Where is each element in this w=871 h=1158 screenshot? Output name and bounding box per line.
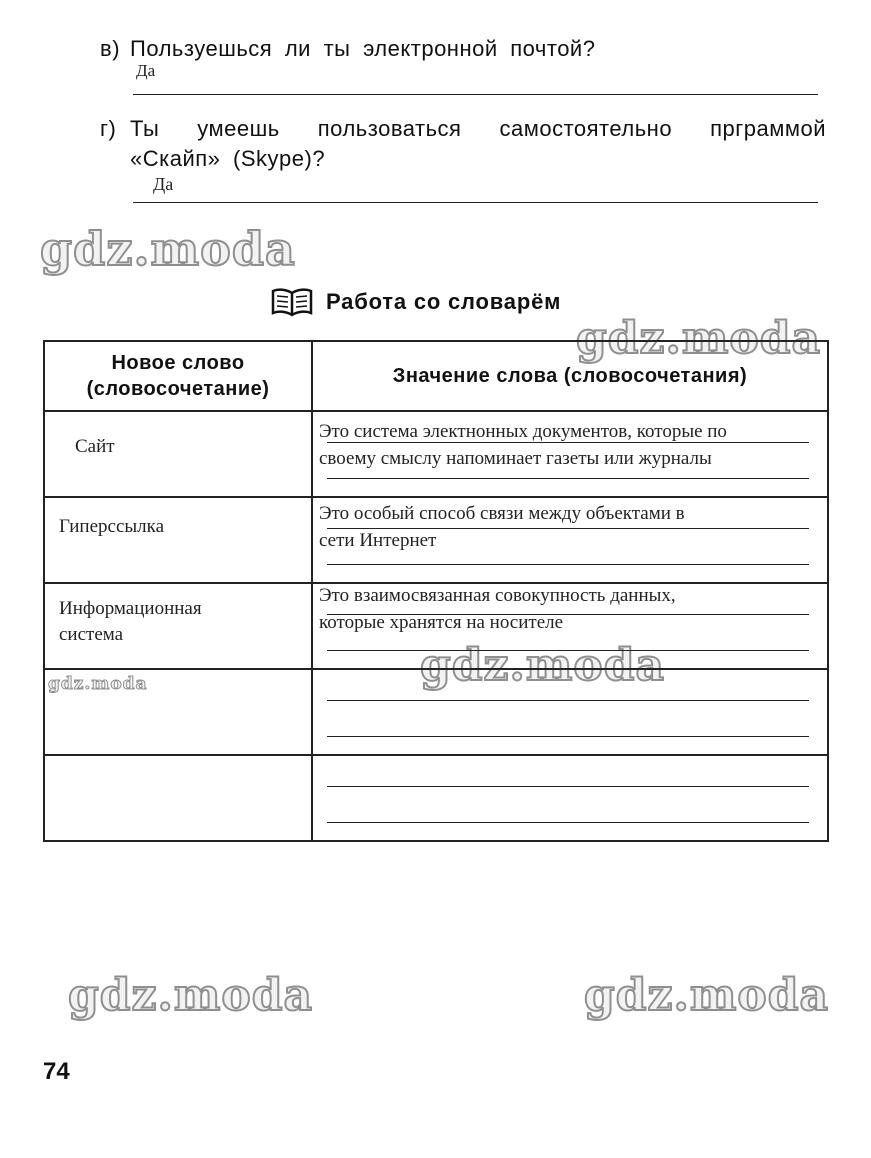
word-cell xyxy=(44,411,312,497)
writing-line xyxy=(327,786,809,787)
meaning-cell xyxy=(312,497,828,583)
answer-v: Да xyxy=(136,61,156,80)
meaning-text xyxy=(319,418,727,472)
table-row xyxy=(44,583,828,669)
question-g xyxy=(100,116,830,180)
watermark: gdz.moda xyxy=(584,970,830,1021)
meaning-cell xyxy=(312,669,828,755)
question-text: Пользуешься ли ты электронной почтой? xyxy=(130,36,596,61)
word-text xyxy=(59,596,202,648)
question-letter: в) xyxy=(100,36,121,61)
section-heading xyxy=(270,285,561,319)
word-line1: Информационная xyxy=(59,598,202,619)
question-v xyxy=(100,36,820,66)
table-row xyxy=(44,755,828,841)
meaning-line1: Это особый способ связи между объектами в xyxy=(319,503,685,524)
question-text-line2: «Скайп» (Skype)? xyxy=(130,146,326,171)
word-text xyxy=(75,434,115,460)
word-cell xyxy=(44,497,312,583)
table-row xyxy=(44,497,828,583)
word-text xyxy=(59,514,164,540)
header-new-word xyxy=(44,341,312,411)
book-icon xyxy=(270,287,314,317)
page-number: 74 xyxy=(43,1058,70,1085)
meaning-cell xyxy=(312,755,828,841)
watermark: gdz.moda xyxy=(40,222,296,276)
answer-g: Да xyxy=(153,174,174,194)
writing-line xyxy=(327,736,809,737)
word-line1: Гиперссылка xyxy=(59,516,165,537)
header-new-word-line1: Новое слово xyxy=(111,352,245,374)
meaning-line1: Это взаимосвязанная совокупность данных, xyxy=(319,585,676,606)
watermark: gdz.moda xyxy=(48,674,148,694)
meaning-cell xyxy=(312,583,828,669)
meaning-line2: которые хранятся на носителе xyxy=(319,612,564,633)
table-row xyxy=(44,411,828,497)
header-meaning: Значение слова (словосочетания) xyxy=(312,341,828,411)
word-cell xyxy=(44,669,312,755)
writing-line xyxy=(327,822,809,823)
watermark: gdz.moda xyxy=(68,970,314,1021)
word-cell xyxy=(44,755,312,841)
vocabulary-table xyxy=(43,340,829,842)
watermark: gdz.moda xyxy=(576,313,822,364)
meaning-text xyxy=(319,500,685,554)
meaning-line1: Это система электнонных документов, которые по xyxy=(319,421,727,442)
meaning-text xyxy=(319,582,676,636)
writing-line xyxy=(327,564,809,565)
watermark: gdz.moda xyxy=(420,640,666,691)
meaning-line2: своему смыслу напоминает газеты или журналы xyxy=(319,448,712,469)
word-cell xyxy=(44,583,312,669)
writing-line xyxy=(327,650,809,651)
section-title: Работа со словарём xyxy=(326,289,562,314)
word-line2: система xyxy=(59,624,124,645)
meaning-line2: сети Интернет xyxy=(319,530,437,551)
writing-line xyxy=(327,478,809,479)
question-letter: г) xyxy=(100,116,117,141)
writing-line xyxy=(327,700,809,701)
table-row xyxy=(44,669,828,755)
word-line1: Сайт xyxy=(75,436,115,457)
meaning-cell xyxy=(312,411,828,497)
question-text-line1: Ты умеешь пользоваться самостоятельно прграммой xyxy=(130,116,826,141)
header-new-word-line2: (словосочетание) xyxy=(86,378,270,400)
answer-line xyxy=(133,202,818,203)
table-header-row xyxy=(44,341,828,411)
answer-line xyxy=(133,94,818,95)
